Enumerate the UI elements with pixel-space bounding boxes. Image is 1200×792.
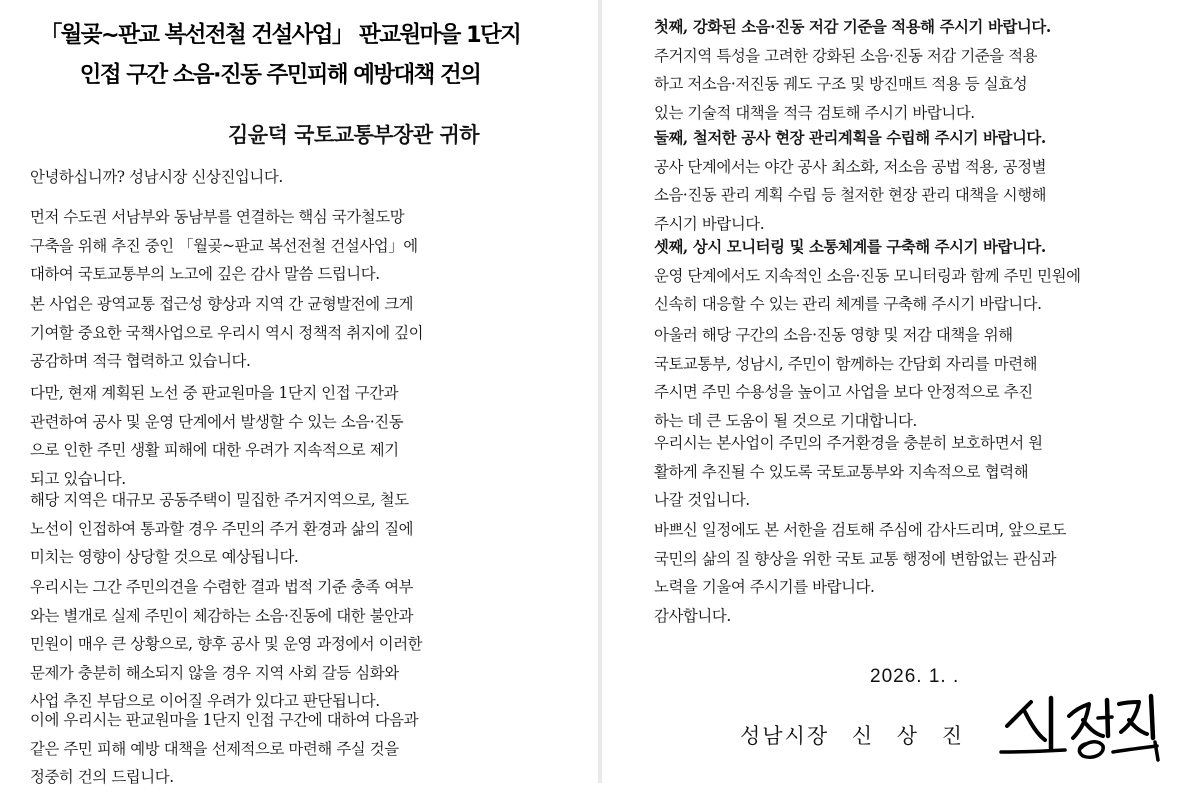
text-line: 사업 추진 부담으로 이어질 우려가 있다고 판단됩니다. bbox=[30, 692, 380, 710]
text-line: 와는 별개로 실제 주민이 체감하는 소음·진동에 대한 불안과 bbox=[30, 606, 414, 625]
text-line: 정중히 건의 드립니다. bbox=[30, 768, 174, 786]
paragraph-closing bbox=[654, 516, 1164, 602]
text-line: 먼저 수도권 서남부와 동남부를 연결하는 핵심 국가철도망 bbox=[30, 208, 405, 226]
letter-date: 2026. 1. . bbox=[870, 666, 960, 687]
text-line: 우리시는 그간 주민의견을 수렴한 결과 법적 기준 충족 여부 bbox=[30, 578, 414, 596]
text-line: 국토교통부, 성남시, 주민이 함께하는 간담회 자리를 마련해 bbox=[654, 354, 1038, 373]
text-line: 문제가 충분히 해소되지 않을 경우 지역 사회 갈등 심화와 bbox=[30, 663, 399, 682]
text-line: 이에 우리시는 판교원마을 1단지 인접 구간에 대하여 다음과 bbox=[30, 711, 419, 729]
text-line: 노선이 인접하여 통과할 경우 주민의 주거 환경과 삶의 질에 bbox=[30, 519, 414, 538]
letter-page-right bbox=[602, 0, 1200, 783]
text-line: 안녕하십니까? 성남시장 신상진입니다. bbox=[30, 168, 283, 186]
request-item-2 bbox=[654, 124, 1164, 238]
text-line: 해당 지역은 대규모 공동주택이 밀집한 주거지역으로, 철도 bbox=[30, 491, 409, 509]
text-line: 운영 단계에서도 지속적인 소음·진동 모니터링과 함께 주민 민원에 bbox=[654, 266, 1081, 285]
text-line: 같은 주민 피해 예방 대책을 선제적으로 마련해 주실 것을 bbox=[30, 739, 399, 758]
handwritten-signature bbox=[995, 690, 1160, 768]
text-line: 대하여 국토교통부의 노고에 깊은 감사 말씀 드립니다. bbox=[30, 265, 380, 283]
paragraph-thank-you bbox=[654, 602, 1164, 631]
paragraph-resident-opinion bbox=[30, 573, 525, 716]
text-line: 주거지역 특성을 고려한 강화된 소음·진동 저감 기준을 적용 bbox=[654, 46, 1038, 65]
text-line: 관련하여 공사 및 운영 단계에서 발생할 수 있는 소음·진동 bbox=[30, 412, 404, 431]
text-line: 으로 인한 주민 생활 피해에 대한 우려가 지속적으로 제기 bbox=[30, 441, 399, 459]
letter-page-left bbox=[0, 0, 598, 786]
text-line: 활하게 추진될 수 있도록 국토교통부와 지속적으로 협력해 bbox=[654, 462, 1029, 481]
text-line: 기여할 중요한 국책사업으로 우리시 역시 정책적 취지에 깊이 bbox=[30, 323, 424, 342]
text-line: 하고 저소음·저진동 궤도 구조 및 방진매트 적용 등 실효성 bbox=[654, 75, 1028, 93]
text-line: 주시기 바랍니다. bbox=[654, 214, 765, 233]
text-line: 구축을 위해 추진 중인 「월곶~판교 복선전철 건설사업」에 bbox=[30, 236, 418, 255]
text-line: 민원이 매우 큰 상황으로, 향후 공사 및 운영 과정에서 이러한 bbox=[30, 635, 423, 653]
text-line: 나갈 것입니다. bbox=[654, 491, 750, 509]
paragraph-greeting bbox=[30, 163, 525, 192]
paragraph-residential-area bbox=[30, 486, 525, 572]
text-line: 바쁘신 일정에도 본 서한을 검토해 주심에 감사드리며, 앞으로도 bbox=[654, 521, 1067, 539]
text-line: 공감하며 적극 협력하고 있습니다. bbox=[30, 352, 251, 370]
request-heading: 둘째, 철저한 공사 현장 관리계획을 수립해 주시기 바랍니다. bbox=[654, 129, 1046, 147]
title-line-1: 「월곶~판교 복선전철 건설사업」 판교원마을 1단지 bbox=[39, 22, 521, 48]
text-line: 아울러 해당 구간의 소음·진동 영향 및 저감 대책을 위해 bbox=[654, 326, 1013, 344]
text-line: 공사 단계에서는 야간 공사 최소화, 저소음 공법 적용, 공정별 bbox=[654, 157, 1047, 176]
paragraph-thanks bbox=[30, 203, 525, 289]
text-line: 되고 있습니다. bbox=[30, 469, 126, 488]
text-line: 주시면 주민 수용성을 높이고 사업을 보다 안정적으로 추진 bbox=[654, 383, 1033, 401]
title-line-2: 인접 구간 소음·진동 주민피해 예방대책 건의 bbox=[79, 62, 481, 88]
request-item-1 bbox=[654, 13, 1164, 127]
text-line: 있는 기술적 대책을 적극 검토해 주시기 바랍니다. bbox=[654, 103, 975, 122]
text-line: 본 사업은 광역교통 접근성 향상과 지역 간 균형발전에 크게 bbox=[30, 295, 414, 313]
paragraph-request-intro bbox=[30, 706, 525, 792]
text-line: 우리시는 본사업이 주민의 주거환경을 충분히 보호하면서 원 bbox=[654, 434, 1043, 452]
paragraph-project-significance bbox=[30, 290, 525, 376]
text-line: 국민의 삶의 질 향상을 위한 국토 교통 행정에 변함없는 관심과 bbox=[654, 549, 1057, 568]
paragraph-cooperation bbox=[654, 429, 1164, 515]
addressee: 김윤덕 국토교통부장관 귀하 bbox=[228, 122, 480, 147]
text-line: 감사합니다. bbox=[654, 607, 731, 625]
request-heading: 셋째, 상시 모니터링 및 소통체계를 구축해 주시기 바랍니다. bbox=[654, 238, 1046, 256]
text-line: 노력을 기울여 주시기를 바랍니다. bbox=[654, 578, 875, 596]
request-heading: 첫째, 강화된 소음·진동 저감 기준을 적용해 주시기 바랍니다. bbox=[654, 18, 1051, 36]
text-line: 신속히 대응할 수 있는 관리 체계를 구축해 주시기 바랍니다. bbox=[654, 295, 1042, 313]
text-line: 미치는 영향이 상당할 것으로 예상됩니다. bbox=[30, 548, 299, 566]
text-line: 소음·진동 관리 계획 수립 등 철저한 현장 관리 대책을 시행해 bbox=[654, 186, 1047, 204]
text-line: 하는 데 큰 도움이 될 것으로 기대합니다. bbox=[654, 411, 917, 430]
signer-name: 성남시장 신 상 진 bbox=[740, 724, 965, 748]
paragraph-concern bbox=[30, 379, 525, 493]
text-line: 다만, 현재 계획된 노선 중 판교원마을 1단지 인접 구간과 bbox=[30, 384, 399, 402]
paragraph-meeting-proposal bbox=[654, 321, 1164, 435]
request-item-3 bbox=[654, 233, 1164, 319]
